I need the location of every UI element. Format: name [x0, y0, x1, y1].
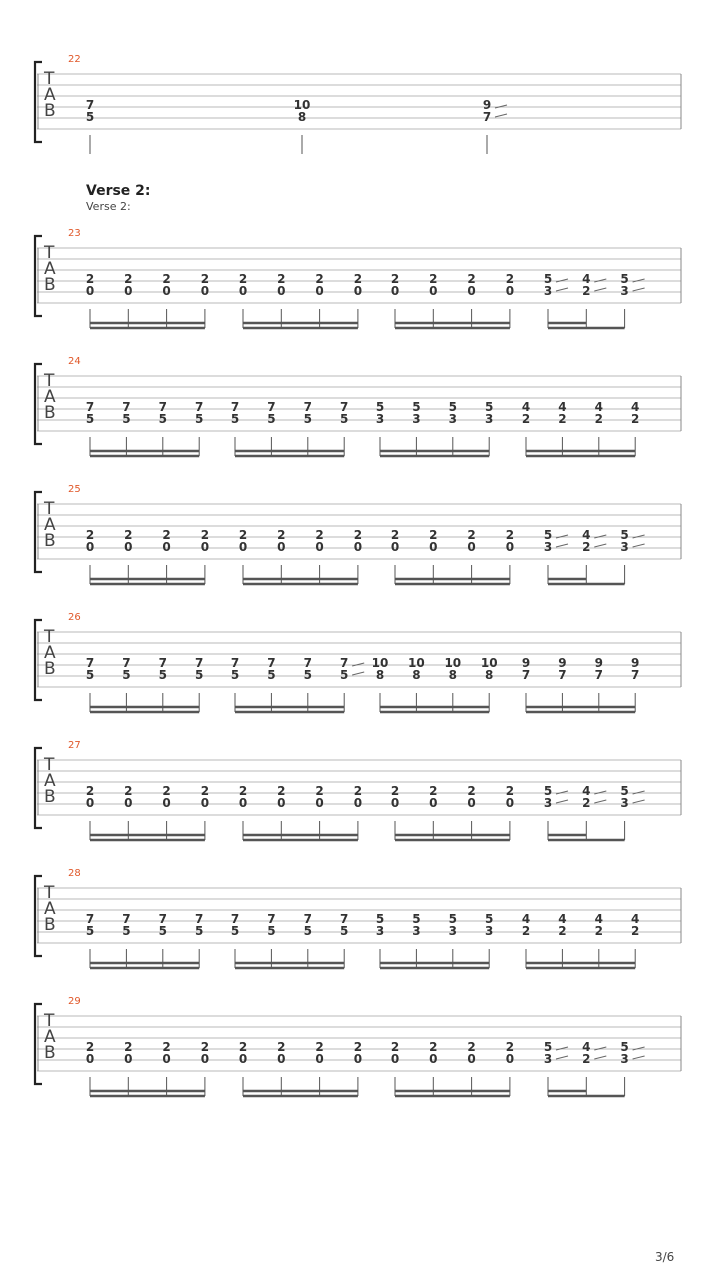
fret-number: 0	[238, 1052, 248, 1066]
fret-number: 2	[200, 272, 210, 286]
fret-number: 0	[505, 284, 515, 298]
tab-clef-letter: B	[44, 275, 56, 295]
fret-number: 3	[620, 540, 629, 554]
fret-number: 7	[85, 400, 95, 414]
fret-number: 8	[375, 668, 385, 682]
slide-mark	[594, 544, 606, 547]
fret-number: 2	[277, 528, 286, 542]
fret-number: 2	[505, 272, 515, 286]
fret-number: 8	[297, 110, 307, 124]
fret-number: 7	[85, 656, 95, 670]
fret-number: 9	[558, 656, 567, 670]
fret-number: 3	[620, 796, 629, 810]
fret-number: 5	[485, 400, 494, 414]
fret-number: 7	[85, 912, 95, 926]
measure-number: 22	[68, 54, 81, 65]
fret-number: 2	[521, 924, 531, 938]
fret-number: 0	[429, 284, 438, 298]
fret-number: 2	[200, 1040, 210, 1054]
fret-number: 5	[620, 1040, 629, 1054]
fret-number: 2	[200, 528, 210, 542]
fret-number: 0	[124, 1052, 133, 1066]
slide-mark	[594, 800, 606, 803]
fret-number: 7	[631, 668, 640, 682]
tab-clef-letter: A	[44, 643, 56, 663]
fret-number: 0	[85, 796, 95, 810]
fret-number: 9	[521, 656, 531, 670]
fret-number: 0	[162, 284, 171, 298]
fret-number: 3	[620, 284, 629, 298]
fret-number: 7	[594, 668, 603, 682]
fret-number: 5	[85, 924, 95, 938]
fret-number: 4	[521, 912, 531, 926]
fret-number: 0	[467, 284, 476, 298]
fret-number: 10	[293, 98, 311, 112]
fret-number: 10	[408, 656, 425, 670]
fret-number: 5	[543, 1040, 553, 1054]
fret-number: 2	[315, 784, 324, 798]
slide-mark	[594, 288, 606, 291]
fret-number: 0	[353, 796, 363, 810]
fret-number: 5	[620, 528, 629, 542]
fret-number: 9	[482, 98, 492, 112]
fret-number: 3	[448, 412, 457, 426]
fret-number: 7	[195, 912, 204, 926]
fret-number: 2	[277, 784, 286, 798]
fret-number: 5	[267, 412, 276, 426]
fret-number: 0	[200, 540, 210, 554]
fret-number: 0	[390, 796, 400, 810]
fret-number: 0	[277, 796, 286, 810]
fret-number: 0	[200, 1052, 210, 1066]
fret-number: 2	[124, 1040, 133, 1054]
fret-number: 7	[267, 656, 276, 670]
fret-number: 2	[238, 528, 248, 542]
tab-clef-letter: T	[44, 499, 55, 519]
fret-number: 2	[558, 924, 567, 938]
tab-clef-letter: T	[44, 1011, 55, 1031]
fret-number: 4	[582, 528, 591, 542]
fret-number: 4	[631, 400, 640, 414]
fret-number: 2	[594, 924, 603, 938]
fret-number: 2	[238, 272, 248, 286]
tab-clef-letter: T	[44, 883, 55, 903]
slide-mark	[633, 800, 645, 803]
fret-number: 2	[124, 784, 133, 798]
tab-clef-letter: A	[44, 1027, 56, 1047]
fret-number: 7	[267, 400, 276, 414]
fret-number: 7	[267, 912, 276, 926]
fret-number: 0	[467, 540, 476, 554]
fret-number: 8	[485, 668, 494, 682]
fret-number: 2	[467, 528, 476, 542]
measure-number: 24	[68, 356, 81, 367]
slide-mark	[556, 800, 568, 803]
tab-clef-letter: B	[44, 1043, 56, 1063]
fret-number: 0	[467, 796, 476, 810]
fret-number: 2	[467, 784, 476, 798]
fret-number: 2	[124, 272, 133, 286]
fret-number: 2	[631, 412, 640, 426]
fret-number: 2	[521, 412, 531, 426]
fret-number: 7	[340, 400, 349, 414]
fret-number: 5	[375, 400, 385, 414]
tab-system	[35, 612, 681, 712]
fret-number: 5	[448, 400, 457, 414]
fret-number: 2	[582, 1052, 591, 1066]
fret-number: 3	[448, 924, 457, 938]
fret-number: 5	[85, 668, 95, 682]
fret-number: 7	[303, 656, 312, 670]
fret-number: 0	[315, 284, 324, 298]
fret-number: 0	[353, 284, 363, 298]
fret-number: 7	[158, 400, 167, 414]
fret-number: 5	[85, 110, 95, 124]
measure-number: 29	[68, 996, 81, 1007]
fret-number: 10	[444, 656, 462, 670]
slide-mark	[633, 1056, 645, 1059]
fret-number: 5	[85, 412, 95, 426]
fret-number: 0	[238, 796, 248, 810]
section-title: Verse 2:	[86, 183, 151, 199]
fret-number: 5	[122, 412, 131, 426]
fret-number: 5	[158, 668, 167, 682]
section-subtitle: Verse 2:	[86, 200, 131, 213]
fret-number: 2	[277, 1040, 286, 1054]
fret-number: 2	[582, 284, 591, 298]
fret-number: 0	[467, 1052, 476, 1066]
fret-number: 2	[353, 528, 363, 542]
fret-number: 5	[122, 668, 131, 682]
fret-number: 0	[390, 540, 400, 554]
fret-number: 0	[124, 284, 133, 298]
fret-number: 2	[277, 272, 286, 286]
fret-number: 7	[195, 656, 204, 670]
fret-number: 5	[158, 924, 167, 938]
fret-number: 2	[200, 784, 210, 798]
tab-clef-letter: B	[44, 915, 56, 935]
fret-number: 3	[485, 412, 494, 426]
slide-mark	[556, 288, 568, 291]
fret-number: 0	[315, 1052, 324, 1066]
fret-number: 0	[277, 540, 286, 554]
tab-system	[35, 868, 681, 968]
tab-clef-letter: T	[44, 69, 55, 89]
fret-number: 2	[467, 1040, 476, 1054]
fret-number: 5	[122, 924, 131, 938]
fret-number: 3	[375, 412, 385, 426]
fret-number: 4	[582, 272, 591, 286]
fret-number: 3	[412, 412, 421, 426]
fret-number: 5	[620, 784, 629, 798]
fret-number: 10	[371, 656, 389, 670]
tab-clef-letter: B	[44, 403, 56, 423]
fret-number: 5	[340, 412, 349, 426]
fret-number: 2	[558, 412, 567, 426]
fret-number: 0	[429, 1052, 438, 1066]
fret-number: 2	[315, 528, 324, 542]
fret-number: 7	[303, 912, 312, 926]
tab-clef-letter: A	[44, 85, 56, 105]
tab-clef-letter: B	[44, 787, 56, 807]
tab-clef-letter: A	[44, 899, 56, 919]
fret-number: 0	[162, 1052, 171, 1066]
fret-number: 2	[315, 272, 324, 286]
fret-number: 0	[162, 540, 171, 554]
fret-number: 2	[124, 528, 133, 542]
fret-number: 5	[340, 668, 349, 682]
fret-number: 7	[122, 912, 131, 926]
slide-mark	[594, 1056, 606, 1059]
fret-number: 7	[340, 912, 349, 926]
fret-number: 9	[594, 656, 603, 670]
fret-number: 2	[162, 528, 171, 542]
tab-clef-letter: A	[44, 515, 56, 535]
slide-mark	[556, 1056, 568, 1059]
fret-number: 5	[230, 668, 240, 682]
fret-number: 2	[162, 784, 171, 798]
fret-number: 2	[315, 1040, 324, 1054]
fret-number: 4	[558, 400, 567, 414]
fret-number: 0	[124, 796, 133, 810]
fret-number: 0	[390, 284, 400, 298]
fret-number: 2	[85, 1040, 95, 1054]
tab-system	[35, 228, 681, 328]
fret-number: 2	[390, 1040, 400, 1054]
fret-number: 3	[543, 796, 553, 810]
tab-clef-letter: B	[44, 101, 56, 121]
fret-number: 0	[353, 1052, 363, 1066]
fret-number: 0	[85, 284, 95, 298]
fret-number: 0	[390, 1052, 400, 1066]
fret-number: 0	[429, 540, 438, 554]
fret-number: 10	[480, 656, 498, 670]
measure-number: 26	[68, 612, 81, 623]
fret-number: 2	[353, 784, 363, 798]
fret-number: 2	[390, 784, 400, 798]
fret-number: 3	[543, 1052, 553, 1066]
fret-number: 2	[582, 796, 591, 810]
fret-number: 7	[195, 400, 204, 414]
fret-number: 7	[340, 656, 349, 670]
fret-number: 7	[230, 400, 240, 414]
tab-system	[35, 740, 681, 840]
fret-number: 5	[195, 412, 204, 426]
fret-number: 4	[594, 400, 603, 414]
fret-number: 2	[582, 540, 591, 554]
fret-number: 4	[582, 784, 591, 798]
tab-system	[35, 484, 681, 584]
fret-number: 0	[238, 284, 248, 298]
measure-number: 27	[68, 740, 81, 751]
fret-number: 2	[390, 272, 400, 286]
fret-number: 4	[631, 912, 640, 926]
fret-number: 7	[482, 110, 492, 124]
measure-number: 23	[68, 228, 81, 239]
tab-system	[35, 996, 681, 1096]
fret-number: 0	[200, 796, 210, 810]
fret-number: 0	[85, 540, 95, 554]
measure-number: 25	[68, 484, 81, 495]
fret-number: 3	[375, 924, 385, 938]
fret-number: 2	[505, 784, 515, 798]
fret-number: 0	[162, 796, 171, 810]
fret-number: 5	[195, 668, 204, 682]
fret-number: 7	[122, 400, 131, 414]
tab-clef-letter: T	[44, 627, 55, 647]
fret-number: 2	[162, 1040, 171, 1054]
fret-number: 5	[195, 924, 204, 938]
tab-clef-letter: A	[44, 771, 56, 791]
fret-number: 0	[505, 796, 515, 810]
tab-clef-letter: T	[44, 755, 55, 775]
fret-number: 5	[158, 412, 167, 426]
fret-number: 5	[340, 924, 349, 938]
fret-number: 3	[543, 284, 553, 298]
fret-number: 2	[353, 1040, 363, 1054]
fret-number: 5	[448, 912, 457, 926]
fret-number: 0	[315, 796, 324, 810]
fret-number: 3	[485, 924, 494, 938]
fret-number: 5	[267, 668, 276, 682]
fret-number: 0	[277, 1052, 286, 1066]
fret-number: 5	[230, 412, 240, 426]
fret-number: 2	[467, 272, 476, 286]
fret-number: 5	[412, 400, 421, 414]
fret-number: 0	[505, 1052, 515, 1066]
fret-number: 4	[582, 1040, 591, 1054]
fret-number: 2	[85, 272, 95, 286]
tab-clef-letter: B	[44, 659, 56, 679]
tab-clef-letter: B	[44, 531, 56, 551]
fret-number: 3	[620, 1052, 629, 1066]
fret-number: 4	[558, 912, 567, 926]
fret-number: 2	[85, 528, 95, 542]
fret-number: 2	[594, 412, 603, 426]
fret-number: 7	[230, 912, 240, 926]
fret-number: 5	[543, 528, 553, 542]
fret-number: 2	[238, 1040, 248, 1054]
fret-number: 0	[85, 1052, 95, 1066]
fret-number: 0	[277, 284, 286, 298]
tab-clef-letter: A	[44, 387, 56, 407]
fret-number: 0	[124, 540, 133, 554]
fret-number: 2	[85, 784, 95, 798]
measure-number: 28	[68, 868, 81, 879]
fret-number: 7	[230, 656, 240, 670]
fret-number: 2	[505, 1040, 515, 1054]
fret-number: 8	[448, 668, 457, 682]
fret-number: 4	[594, 912, 603, 926]
fret-number: 7	[521, 668, 531, 682]
fret-number: 0	[315, 540, 324, 554]
fret-number: 2	[429, 528, 438, 542]
fret-number: 7	[85, 98, 95, 112]
fret-number: 2	[429, 1040, 438, 1054]
fret-number: 2	[390, 528, 400, 542]
fret-number: 3	[543, 540, 553, 554]
slide-mark	[495, 114, 507, 117]
fret-number: 5	[543, 784, 553, 798]
fret-number: 5	[303, 668, 312, 682]
fret-number: 7	[303, 400, 312, 414]
tab-system	[35, 54, 681, 154]
fret-number: 0	[429, 796, 438, 810]
page-indicator: 3/6	[655, 1250, 675, 1264]
fret-number: 2	[238, 784, 248, 798]
fret-number: 2	[505, 528, 515, 542]
fret-number: 5	[303, 412, 312, 426]
fret-number: 7	[158, 912, 167, 926]
fret-number: 0	[238, 540, 248, 554]
fret-number: 0	[505, 540, 515, 554]
fret-number: 7	[122, 656, 131, 670]
tab-clef-letter: T	[44, 371, 55, 391]
fret-number: 5	[543, 272, 553, 286]
tab-clef-letter: T	[44, 243, 55, 263]
fret-number: 9	[631, 656, 640, 670]
fret-number: 7	[558, 668, 567, 682]
fret-number: 5	[303, 924, 312, 938]
fret-number: 0	[353, 540, 363, 554]
slide-mark	[352, 672, 364, 675]
fret-number: 5	[620, 272, 629, 286]
fret-number: 7	[158, 656, 167, 670]
fret-number: 2	[429, 272, 438, 286]
fret-number: 2	[631, 924, 640, 938]
fret-number: 8	[412, 668, 421, 682]
fret-number: 5	[412, 912, 421, 926]
fret-number: 5	[230, 924, 240, 938]
tab-system	[35, 356, 681, 456]
fret-number: 3	[412, 924, 421, 938]
fret-number: 2	[162, 272, 171, 286]
fret-number: 2	[429, 784, 438, 798]
fret-number: 5	[485, 912, 494, 926]
fret-number: 5	[375, 912, 385, 926]
fret-number: 4	[521, 400, 531, 414]
fret-number: 2	[353, 272, 363, 286]
slide-mark	[633, 544, 645, 547]
slide-mark	[556, 544, 568, 547]
fret-number: 0	[200, 284, 210, 298]
slide-mark	[633, 288, 645, 291]
tab-clef-letter: A	[44, 259, 56, 279]
fret-number: 5	[267, 924, 276, 938]
